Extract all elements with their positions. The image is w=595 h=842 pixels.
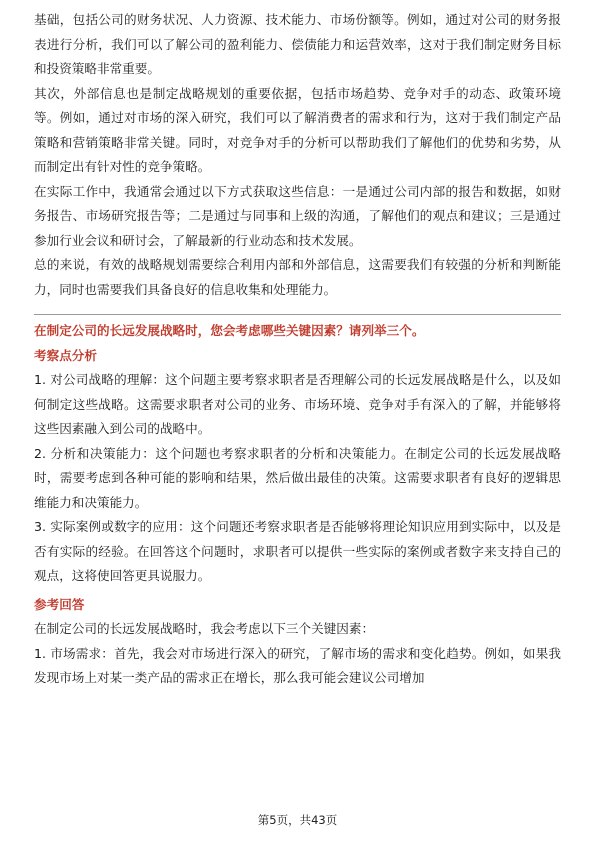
page-number: 第5页，共43页 bbox=[257, 813, 338, 827]
answer-item: 在制定公司的长远发展战略时，我会考虑以下三个关键因素： bbox=[34, 621, 375, 636]
body-paragraph: 总的来说，有效的战略规划需要综合利用内部和外部信息，这需要我们有较强的分析和判断能力，同时也需要我们具备良好的信息收集和处理能力。 bbox=[34, 257, 561, 297]
analysis-heading: 考察点分析 bbox=[34, 347, 97, 363]
interview-question: 在制定公司的长远发展战略时，您会考虑哪些关键因素？请列举三个。 bbox=[34, 323, 425, 338]
body-paragraph: 基础，包括公司的财务状况、人力资源、技术能力、市场份额等。例如，通过对公司的财务报表进行分析，我们可以了解公司的盈利能力、偿债能力和运营效率，这对于我们制定财务目标和投资策略非常重要。 bbox=[34, 12, 561, 76]
analysis-item: 2. 分析和决策能力：这个问题也考察求职者的分析和决策能力。在制定公司的长远发展战略时，需要考虑到各种可能的影响和结果，然后做出最佳的决策。这需要求职者有良好的逻辑思维能力和决策能力。 bbox=[34, 445, 561, 510]
analysis-item: 1. 对公司战略的理解：这个问题主要考察求职者是否理解公司的长远发展战略是什么，以及如何制定这些战略。这需要求职者对公司的业务、市场环境、竞争对手有深入的了解，并能够将这些因素融入到公司的战略中。 bbox=[34, 372, 561, 436]
body-paragraph: 在实际工作中，我通常会通过以下方式获取这些信息：一是通过公司内部的报告和数据，如财务报告、市场研究报告等；二是通过与同事和上级的沟通，了解他们的观点和建议；三是通过参加行业会议和研讨会，了解最新的行业动态和技术发展。 bbox=[34, 183, 561, 248]
body-paragraph: 其次，外部信息也是制定战略规划的重要依据，包括市场趋势、竞争对手的动态、政策环境等。例如，通过对市场的深入研究，我们可以了解消费者的需求和行为，这对于我们制定产品策略和营销策略非常关键。同时，对竞争对手的分析可以帮助我们了解他们的优势和劣势，从而制定出有针对性的竞争策略。 bbox=[34, 85, 561, 174]
page-content bbox=[34, 8, 561, 691]
answer-item: 1. 市场需求：首先，我会对市场进行深入的研究，了解市场的需求和变化趋势。例如，如果我发现市场上对某一类产品的需求正在增长，那么我可能会建议公司增加 bbox=[34, 645, 561, 685]
answer-heading: 参考回答 bbox=[34, 596, 85, 612]
analysis-item: 3. 实际案例或数字的应用：这个问题还考察求职者是否能够将理论知识应用到实际中，以及是否有实际的经验。在回答这个问题时，求职者可以提供一些实际的案例或者数字来支持自己的观点，这将使回答更具说服力。 bbox=[34, 519, 561, 583]
section-divider bbox=[34, 314, 561, 315]
